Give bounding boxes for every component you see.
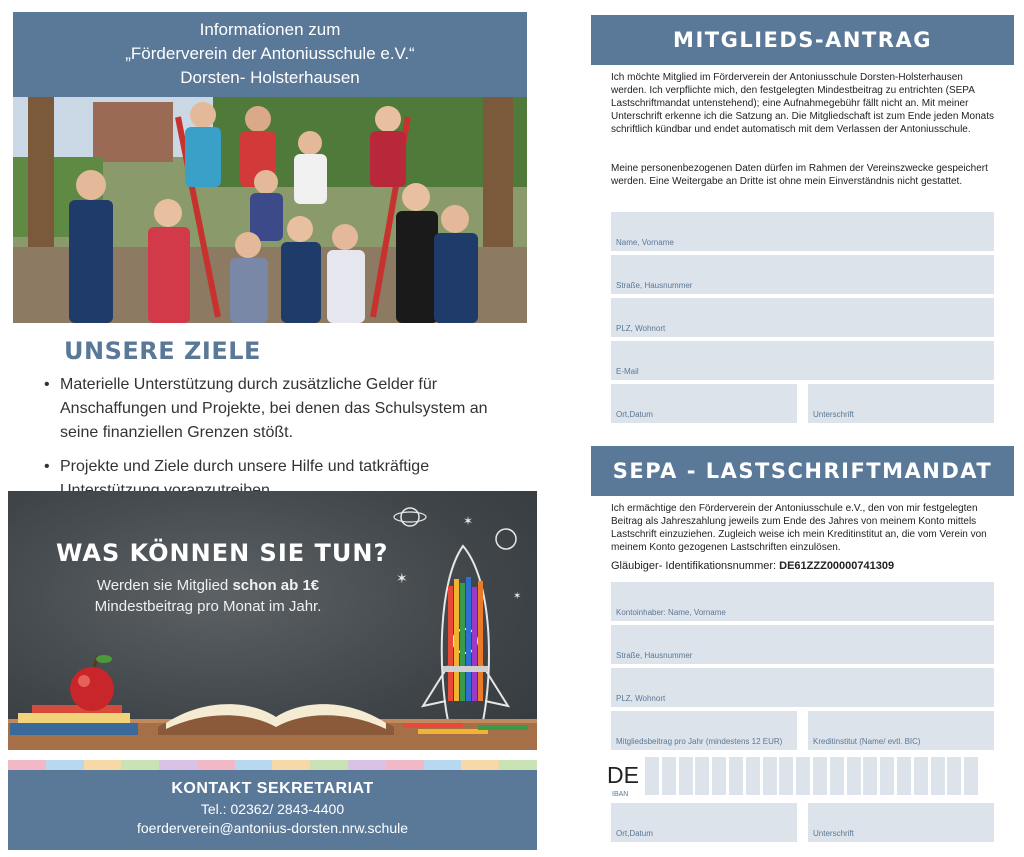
name-field-label: Name, Vorname (616, 238, 674, 247)
city-field-label: PLZ, Wohnort (616, 324, 666, 333)
color-stripe (8, 760, 537, 770)
account-holder-field[interactable] (611, 582, 994, 621)
stripe-segment (386, 760, 424, 770)
stripe-segment (46, 760, 84, 770)
iban-country-prefix: DE (607, 762, 639, 788)
sepa-signature-field[interactable] (808, 803, 994, 842)
apple-icon (70, 655, 114, 711)
stripe-segment (235, 760, 273, 770)
iban-digit-box[interactable] (729, 757, 743, 795)
signature-field[interactable] (808, 384, 994, 423)
sepa-city-field-label: PLZ, Wohnort (616, 694, 666, 703)
sepa-city-field[interactable] (611, 668, 994, 707)
sepa-street-field[interactable] (611, 625, 994, 664)
email-field[interactable] (611, 341, 994, 380)
iban-digit-box[interactable] (931, 757, 945, 795)
contact-box (8, 770, 537, 850)
iban-digit-box[interactable] (662, 757, 676, 795)
iban-digit-box[interactable] (679, 757, 693, 795)
info-header-line1: Informationen zum (199, 20, 341, 39)
street-field[interactable] (611, 255, 994, 294)
name-field[interactable] (611, 212, 994, 251)
iban-digit-box[interactable] (897, 757, 911, 795)
colored-pencils-icon (443, 577, 488, 701)
membership-fee-field[interactable] (611, 711, 797, 750)
privacy-paragraph: Meine personenbezogenen Daten dürfen im Rahmen der Vereinszwecke gespeichert werden. Eine Weitergabe an Dritte ist ohne mein Einverständnis nicht gestattet. (611, 163, 988, 187)
iban-digit-box[interactable] (746, 757, 760, 795)
iban-digit-box[interactable] (763, 757, 777, 795)
iban-digit-box[interactable] (712, 757, 726, 795)
sepa-signature-field-label: Unterschrift (813, 829, 854, 838)
goals-list-item: • Projekte und Ziele durch unsere Hilfe und tatkräftige (42, 455, 512, 503)
chalkboard-illustration (8, 491, 537, 750)
sepa-place-date-field-label: Ort,Datum (616, 829, 653, 838)
place-date-field-label: Ort,Datum (616, 410, 653, 419)
iban-digit-box[interactable] (863, 757, 877, 795)
planet-icon (394, 508, 426, 526)
children-group-photo (13, 97, 527, 323)
iban-digit-box[interactable] (880, 757, 894, 795)
contact-email: foerderverein@antonius-dorsten.nrw.schule (136, 820, 409, 836)
stripe-segment (197, 760, 235, 770)
bank-field-label: Kreditinstitut (Name/ evtl. BIC) (813, 737, 921, 746)
chalkboard-subtitle-pre: Werden sie Mitglied (96, 577, 233, 594)
chalkboard-banner (8, 491, 537, 750)
bank-field[interactable] (808, 711, 994, 750)
iban-digit-box[interactable] (779, 757, 793, 795)
iban-digit-box[interactable] (914, 757, 928, 795)
star-icon: ✶ (463, 514, 474, 528)
info-header (13, 12, 527, 97)
stripe-segment (8, 760, 46, 770)
iban-digit-box[interactable] (830, 757, 844, 795)
membership-title: MITGLIEDS-ANTRAG (591, 15, 1014, 65)
place-date-field[interactable] (611, 384, 797, 423)
contact-title: KONTAKT SEKRETARIAT (171, 780, 374, 797)
email-field-label: E-Mail (616, 367, 639, 376)
rocket-drawing-icon (423, 546, 508, 721)
sepa-title: SEPA - LASTSCHRIFTMANDAT (591, 446, 1014, 496)
goals-title: UNSERE ZIELE (64, 337, 261, 365)
stripe-segment (499, 760, 537, 770)
sepa-street-field-label: Straße, Hausnummer (616, 651, 693, 660)
open-book-icon (158, 704, 394, 735)
iban-digit-box[interactable] (947, 757, 961, 795)
stripe-segment (272, 760, 310, 770)
moon-icon (496, 529, 516, 549)
children-photo-illustration (13, 97, 527, 323)
membership-paragraph: Ich möchte Mitglied im Förderverein der Antoniusschule Dorsten-Holsterhausen werden. Ich verpflichte mich, den festgelegten Mindestbeitrag zu entrichten (SEPA Lastschriftmandat untenstehend); eine Aufnahmegebühr fällt nicht an. Mit meiner Unterschrift erkenne ich die Satzung an. Die Mitgliedschaft ist zum Ende jeden Monats schriftlich kündbar und endet automatisch mit dem Verlassen der Antoniusschule. (611, 72, 994, 135)
star-icon: ✶ (396, 570, 408, 586)
stripe-segment (121, 760, 159, 770)
goals-list-item: • Materielle Unterstützung durch zusätzliche Gelder für Anschaffungen und Projekte, bei denen das Schulsystem an seine finanziellen Grenzen stößt. (42, 373, 512, 445)
iban-digit-box[interactable] (645, 757, 659, 795)
street-field-label: Straße, Hausnummer (616, 281, 693, 290)
iban-digit-box[interactable] (964, 757, 978, 795)
iban-digit-box[interactable] (796, 757, 810, 795)
stripe-segment (461, 760, 499, 770)
info-header-line3: Dorsten- Holsterhausen (180, 68, 360, 87)
stripe-segment (310, 760, 348, 770)
contact-phone: Tel.: 02362/ 2843-4400 (200, 801, 345, 817)
sepa-place-date-field[interactable] (611, 803, 797, 842)
chalkboard-title: WAS KÖNNEN SIE TUN? (56, 539, 389, 567)
membership-fee-field-label: Mitgliedsbeitrag pro Jahr (mindestens 12 EUR) (616, 737, 783, 746)
stripe-segment (159, 760, 197, 770)
creditor-id (611, 560, 894, 572)
iban-label: IBAN (612, 791, 629, 798)
account-holder-field-label: Kontoinhaber: Name, Vorname (616, 608, 726, 617)
chalkboard-subtitle (58, 575, 358, 617)
sepa-paragraph: Ich ermächtige den Förderverein der Antoniusschule e.V., den von mir festgelegten Beitrag als Jahreszahlung jeweils zum Ende des Jahres von meinem Konto mittels Lastschrift einzuziehen. Zugleich weise ich mein Kreditinstitut an, die vom Verein von meinem Konto gezogenen Lastschriften einzulösen. (611, 503, 987, 553)
stacked-books-icon (10, 705, 138, 735)
stripe-segment (84, 760, 122, 770)
iban-digit-box[interactable] (813, 757, 827, 795)
city-field[interactable] (611, 298, 994, 337)
chalkboard-subtitle-bold: schon ab 1€ (232, 577, 320, 594)
iban-digit-box[interactable] (847, 757, 861, 795)
iban-digit-box[interactable] (695, 757, 709, 795)
star-icon: ✶ (513, 591, 522, 602)
signature-field-label: Unterschrift (813, 410, 854, 419)
stripe-segment (424, 760, 462, 770)
chalkboard-subtitle-post: Mindestbeitrag pro Monat im Jahr. (94, 598, 322, 615)
creditor-id-label: Gläubiger- Identifikationsnummer: (611, 560, 780, 572)
info-header-line2: „Förderverein der Antoniusschule e.V.“ (125, 44, 415, 63)
creditor-id-value: DE61ZZZ00000741309 (779, 560, 895, 572)
stripe-segment (348, 760, 386, 770)
